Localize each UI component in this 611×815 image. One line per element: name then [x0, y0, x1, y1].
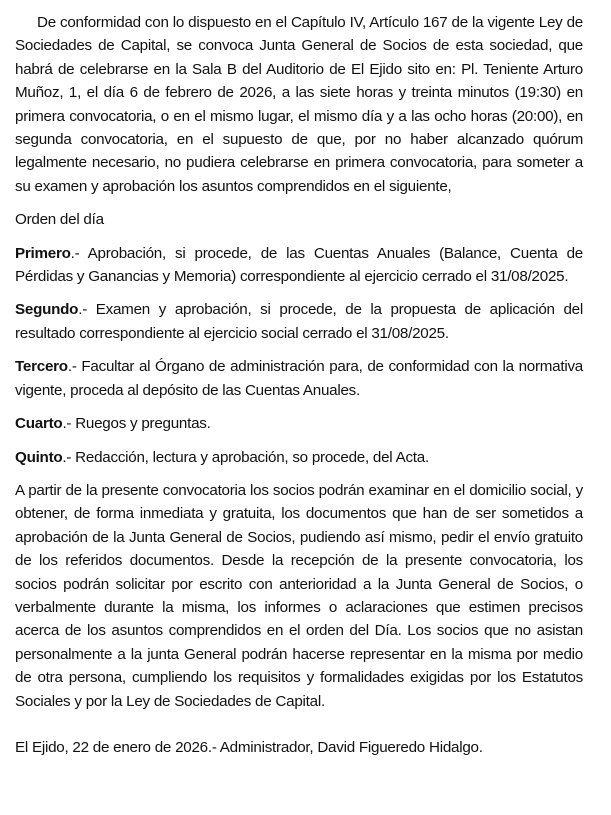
agenda-item-separator: .-: [67, 358, 82, 376]
rights-paragraph: A partir de la presente convocatoria los socios podrán examinar en el domicilio social, y obtener, de forma inmediata y gratuita, los documentos que han de ser sometidos a aprobación de la Junta General de Socios, pudiendo así mismo, pedir el envío gratuito de los referidos documentos. Desde la recepción de la presente convocatoria, los socios podrán solicitar por escrito con anterioridad a la Junta General de Socios, o verbalmente durante la misma, los informes o aclaraciones que estimen precisos acerca de los asuntos comprendidos en el orden del Día. Los socios que no asistan personalmente a la junta General podrán hacerse representar en la misma por medio de otra persona, cumpliendo los requisitos y formalidades exigidas por los Estatutos Sociales y por la Ley de Sociedades de Capital.: [15, 481, 583, 710]
agenda-item-separator: .-: [62, 415, 76, 433]
signature-line: El Ejido, 22 de enero de 2026.- Administrador, David Figueredo Hidalgo.: [15, 738, 483, 756]
agenda-item-text: Ruegos y preguntas.: [75, 415, 211, 433]
intro-paragraph: De conformidad con lo dispuesto en el Capítulo IV, Artículo 167 de la vigente Ley de Sociedades de Capital, se convoca Junta General de Socios de esta sociedad, que habrá de celebrarse en la Sala B del Auditorio de El Ejido sito en: Pl. Teniente Arturo Muñoz, 1, el día 6 de febrero de 2026, a las siete horas y treinta minutos (19:30) en primera convocatoria, o en el mismo lugar, el mismo día y a las ocho horas (20:00), en segunda convocatoria, en el supuesto de que, por no haber alcanzado quórum legalmente necesario, no pudiera celebrarse en primera convocatoria, para someter a su examen y aprobación los asuntos comprendidos en el siguiente,: [15, 14, 583, 195]
agenda-item-segundo: [15, 298, 583, 345]
agenda-item-separator: .-: [70, 244, 88, 262]
agenda-item-text: Aprobación, si procede, de las Cuentas Anuales (Balance, Cuenta de Pérdidas y Ganancias y Memoria) correspondiente al ejercicio cerrado el 31/08/2025.: [15, 244, 583, 286]
agenda-item-text: Examen y aprobación, si procede, de la propuesta de aplicación del resultado correspondiente al ejercicio social cerrado el 31/08/2025.: [15, 301, 583, 342]
agenda-item-label: Segundo: [15, 301, 79, 319]
agenda-heading: Orden del día: [15, 211, 104, 229]
agenda-item-label: Tercero: [15, 358, 68, 376]
agenda-item-tercero: [15, 355, 583, 402]
agenda-item-label: Quinto: [15, 448, 63, 466]
agenda-item-primero: [15, 242, 583, 289]
agenda-item-cuarto: [15, 412, 583, 435]
notice-document: [15, 11, 583, 769]
agenda-item-text: Redacción, lectura y aprobación, so procede, del Acta.: [75, 448, 429, 466]
agenda-item-label: Primero: [15, 244, 71, 262]
agenda-item-quinto: [15, 446, 583, 469]
agenda-item-separator: .-: [62, 448, 76, 466]
agenda-item-text: Facultar al Órgano de administración para, de conformidad con la normativa vigente, proceda al depósito de las Cuentas Anuales.: [15, 358, 583, 399]
agenda-item-label: Cuarto: [15, 415, 63, 433]
agenda-item-separator: .-: [78, 301, 96, 319]
